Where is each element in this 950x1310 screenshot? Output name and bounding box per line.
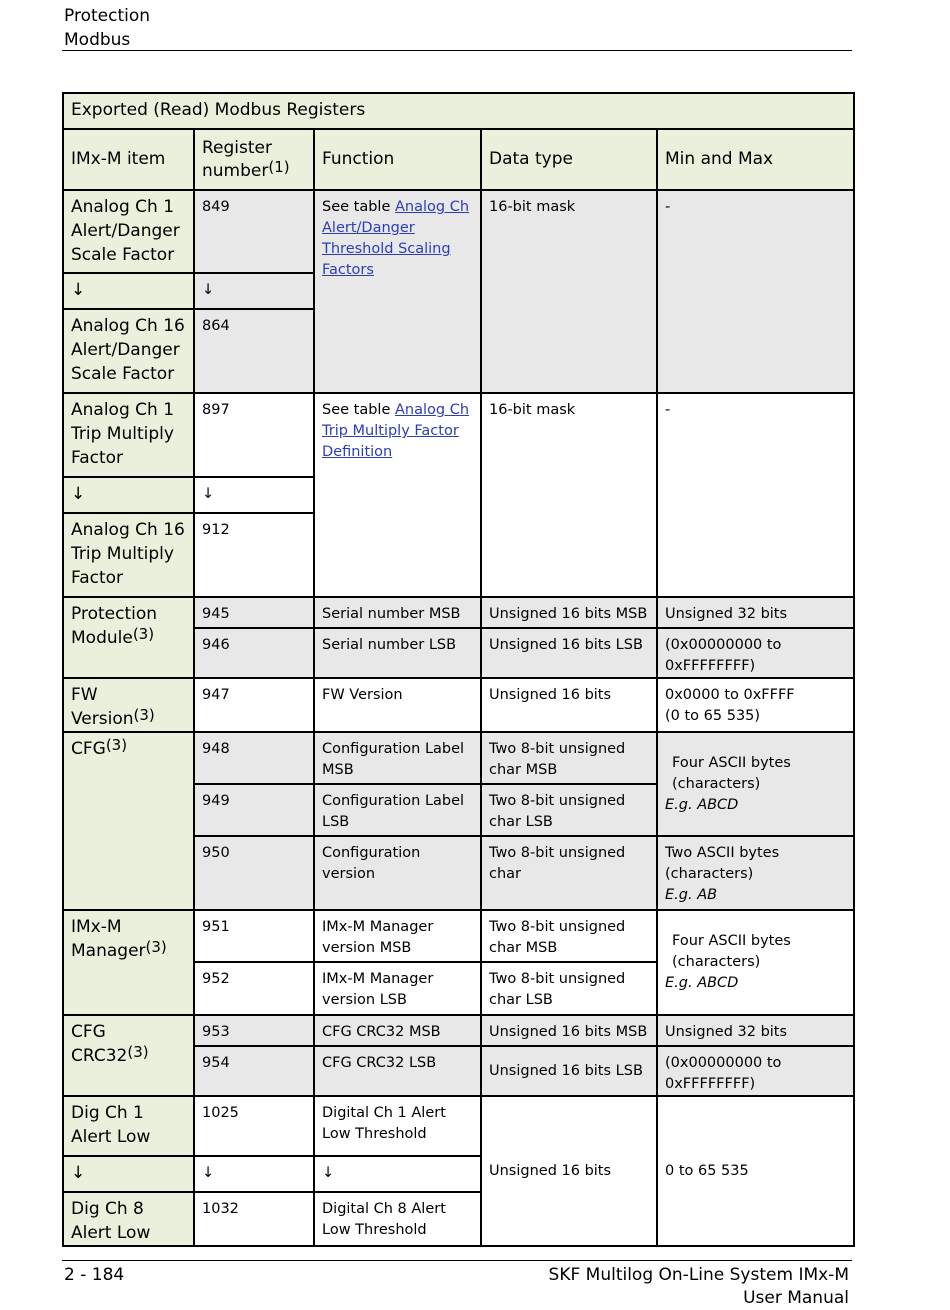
page-header (64, 4, 150, 52)
table-row (63, 597, 854, 628)
register-cell: 945 (194, 597, 314, 628)
analog-trip-table-link[interactable]: Analog Ch Trip Multiply Factor Definition (322, 402, 470, 460)
register-cell: 897 (194, 393, 314, 477)
function-cell: See table Analog Ch Trip Multiply Factor Definition (314, 393, 481, 597)
function-cell: See table Analog Ch Alert/Danger Threshold Scaling Factors (314, 190, 481, 393)
item-cell: CFG$^{(3)}$ (63, 732, 194, 910)
item-cell: Analog Ch 16 Trip Multiply Factor (63, 513, 194, 597)
function-cell: Digital Ch 8 Alert Low Threshold (314, 1192, 481, 1246)
table-row (63, 393, 854, 477)
register-cell: 849 (194, 190, 314, 273)
min-max-cell: - (657, 393, 854, 597)
min-max-cell: (0x00000000 to 0xFFFFFFFF) (657, 1046, 854, 1096)
register-cell: 1032 (194, 1192, 314, 1246)
function-cell: CFG CRC32 LSB (314, 1046, 481, 1096)
table-row (63, 1096, 854, 1156)
data-type-cell: Unsigned 16 bits LSB (481, 1046, 657, 1096)
register-cell: 952 (194, 962, 314, 1015)
register-cell: 1025 (194, 1096, 314, 1156)
data-type-cell: Unsigned 16 bits LSB (481, 628, 657, 678)
arrow-down-icon: ↓ (194, 1156, 314, 1192)
function-cell: Configuration Label LSB (314, 784, 481, 836)
item-cell: CFG CRC32$^{(3)}$ (63, 1015, 194, 1096)
arrow-down-icon: ↓ (194, 477, 314, 513)
footer-product: SKF Multilog On-Line System IMx-M (548, 1265, 849, 1285)
register-cell: 912 (194, 513, 314, 597)
min-max-cell: 0x0000 to 0xFFFF (0 to 65 535) (657, 678, 854, 732)
header-subsection: Modbus (64, 30, 131, 50)
arrow-down-icon: ↓ (63, 273, 194, 309)
data-type-cell: Two 8-bit unsigned char (481, 836, 657, 910)
header-section: Protection (64, 6, 151, 26)
function-cell: Configuration Label MSB (314, 732, 481, 784)
function-cell: Digital Ch 1 Alert Low Threshold (314, 1096, 481, 1156)
arrow-down-icon: ↓ (63, 477, 194, 513)
table-row (63, 910, 854, 962)
col-header-data-type: Data type (481, 129, 657, 190)
item-cell: Dig Ch 1 Alert Low (63, 1096, 194, 1156)
footer-rule (62, 1260, 852, 1261)
item-cell: Dig Ch 8 Alert Low (63, 1192, 194, 1246)
min-max-cell: Unsigned 32 bits (657, 597, 854, 628)
arrow-down-icon: ↓ (194, 273, 314, 309)
function-cell: FW Version (314, 678, 481, 732)
min-max-cell: Four ASCII bytes (characters) E.g. ABCD (657, 910, 854, 1015)
analog-scale-table-link[interactable]: Analog Ch Alert/Danger Threshold Scaling Factors (322, 199, 470, 278)
arrow-down-icon: ↓ (314, 1156, 481, 1192)
footer-title (549, 1264, 849, 1310)
data-type-cell: Two 8-bit unsigned char LSB (481, 962, 657, 1015)
table-row (63, 190, 854, 273)
item-cell: Protection Module$^{(3)}$ (63, 597, 194, 678)
col-header-register: Register number$^{(1)}$ (194, 129, 314, 190)
footer-doc-type: User Manual (743, 1288, 849, 1308)
min-max-cell: Unsigned 32 bits (657, 1015, 854, 1046)
col-header-item: IMx-M item (63, 129, 194, 190)
col-header-function: Function (314, 129, 481, 190)
register-cell: 953 (194, 1015, 314, 1046)
min-max-cell: Two ASCII bytes (characters) E.g. AB (657, 836, 854, 910)
register-cell: 946 (194, 628, 314, 678)
data-type-cell: Unsigned 16 bits (481, 678, 657, 732)
min-max-cell: 0 to 65 535 (657, 1096, 854, 1246)
data-type-cell: 16-bit mask (481, 393, 657, 597)
item-cell: FW Version$^{(3)}$ (63, 678, 194, 732)
table-title: Exported (Read) Modbus Registers (63, 93, 854, 129)
register-cell: 864 (194, 309, 314, 393)
function-cell: Configuration version (314, 836, 481, 910)
data-type-cell: Unsigned 16 bits MSB (481, 1015, 657, 1046)
function-cell: Serial number LSB (314, 628, 481, 678)
register-cell: 950 (194, 836, 314, 910)
register-cell: 948 (194, 732, 314, 784)
arrow-down-icon: ↓ (63, 1156, 194, 1192)
data-type-cell: Two 8-bit unsigned char MSB (481, 732, 657, 784)
min-max-cell: Four ASCII bytes (characters) E.g. ABCD (657, 732, 854, 836)
register-cell: 954 (194, 1046, 314, 1096)
min-max-cell: (0x00000000 to 0xFFFFFFFF) (657, 628, 854, 678)
page-number: 2 - 184 (64, 1265, 125, 1285)
item-cell: Analog Ch 1 Alert/Danger Scale Factor (63, 190, 194, 273)
table-row (63, 732, 854, 784)
register-cell: 951 (194, 910, 314, 962)
data-type-cell: 16-bit mask (481, 190, 657, 393)
function-cell: IMx-M Manager version LSB (314, 962, 481, 1015)
data-type-cell: Two 8-bit unsigned char MSB (481, 910, 657, 962)
min-max-cell: - (657, 190, 854, 393)
function-cell: IMx-M Manager version MSB (314, 910, 481, 962)
header-rule (62, 50, 852, 51)
data-type-cell: Unsigned 16 bits MSB (481, 597, 657, 628)
modbus-register-table (62, 92, 855, 1247)
item-cell: IMx-M Manager$^{(3)}$ (63, 910, 194, 1015)
register-cell: 947 (194, 678, 314, 732)
item-cell: Analog Ch 16 Alert/Danger Scale Factor (63, 309, 194, 393)
item-cell: Analog Ch 1 Trip Multiply Factor (63, 393, 194, 477)
data-type-cell: Unsigned 16 bits (481, 1096, 657, 1246)
table-row (63, 1015, 854, 1046)
table-row (63, 678, 854, 732)
data-type-cell: Two 8-bit unsigned char LSB (481, 784, 657, 836)
function-cell: CFG CRC32 MSB (314, 1015, 481, 1046)
col-header-min-max: Min and Max (657, 129, 854, 190)
function-cell: Serial number MSB (314, 597, 481, 628)
register-cell: 949 (194, 784, 314, 836)
